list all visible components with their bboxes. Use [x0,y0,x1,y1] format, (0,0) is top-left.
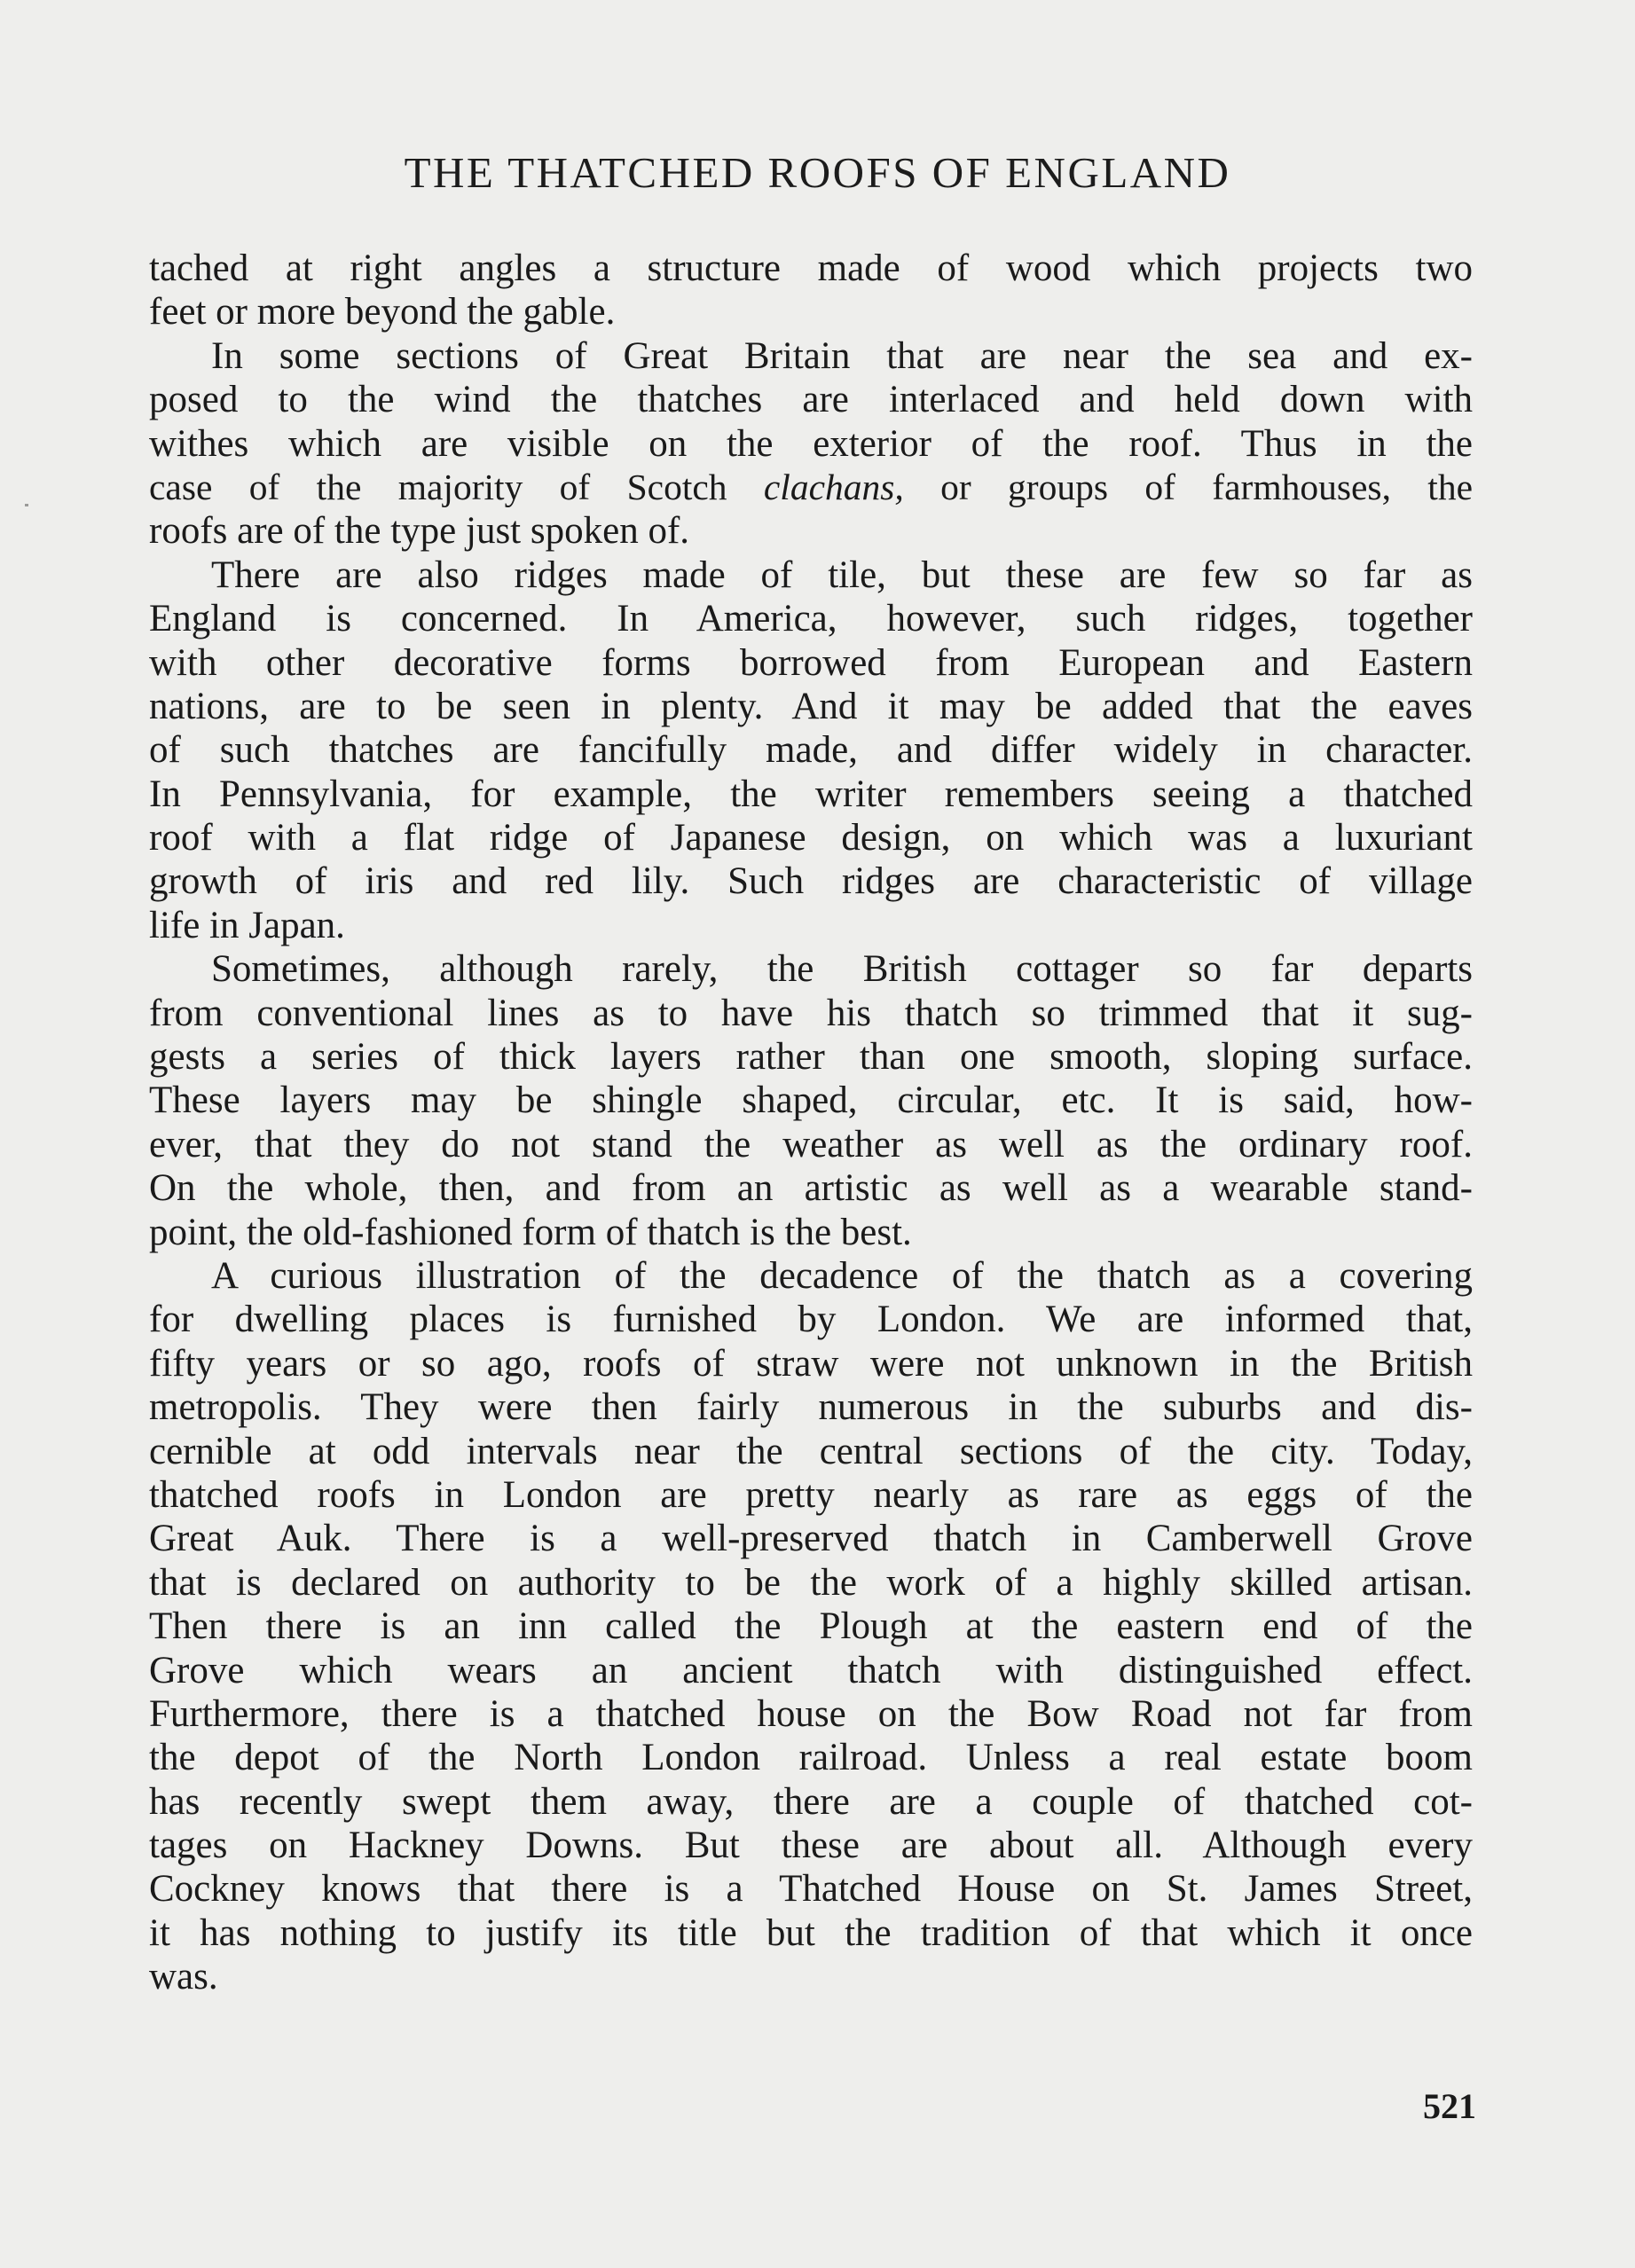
text-line: metropolis. They were then fairly numerous in the suburbs and dis- [149,1386,1473,1429]
text-line: roof with a flat ridge of Japanese design, on which was a luxuriant [149,817,1473,859]
text-line: There are also ridges made of tile, but these are few so far as [211,553,1473,596]
text-line: feet or more beyond the gable. [149,291,616,334]
text-line-end: or groups of farmhouses, the [940,466,1473,507]
text-line: that is declared on authority to be the work of a highly skilled artisan. [149,1561,1473,1604]
text-line: tached at right angles a structure made of wood which projects two [149,247,1473,289]
text-line: of such thatches are fancifully made, and differ widely in character. [149,729,1473,772]
text-line: the depot of the North London railroad. Unless a real estate boom [149,1737,1473,1779]
text-line: for dwelling places is furnished by London. We are informed that, [149,1299,1473,1341]
text-line: was. [149,1956,218,1998]
text-line: point, the old-fashioned form of thatch is the best. [149,1211,912,1253]
text-line: posed to the wind the thatches are interlaced and held down with [149,379,1473,421]
text-line: In Pennsylvania, for example, the writer remembers seeing a thatched [149,773,1473,815]
text-line: Cockney knows that there is a Thatched House on St. James Street, [149,1868,1473,1911]
text-line: thatched roofs in London are pretty nearly as rare as eggs of the [149,1473,1473,1516]
text-line: Great Auk. There is a well-preserved thatch in Camberwell Grove [149,1518,1473,1560]
text-line: it has nothing to justify its title but the tradition of that which it once [149,1911,1473,1954]
text-line: ever, that they do not stand the weather as well as the ordinary roof. [149,1123,1473,1165]
body-text [149,247,1473,1999]
text-line: A curious illustration of the decadence of the thatch as a covering [211,1254,1473,1297]
italic-term: clachans, [763,466,904,507]
text-line: growth of iris and red lily. Such ridges are characteristic of village [149,860,1473,903]
text-line: withes which are visible on the exterior of the roof. Thus in the [149,422,1473,465]
text-line: tages on Hackney Downs. But these are about all. Although every [149,1825,1473,1867]
text-line: life in Japan. [149,904,345,946]
text-line: fifty years or so ago, roofs of straw were not unknown in the British [149,1342,1473,1385]
text-line: roofs are of the type just spoken of. [149,510,690,553]
text-line: In some sections of Great Britain that are near the sea and ex- [211,334,1473,377]
text-line: from conventional lines as to have his thatch so trimmed that it sug- [149,992,1473,1034]
text-line: Sometimes, although rarely, the British cottager so far departs [211,948,1473,991]
text-line: with other decorative forms borrowed from European and Eastern [149,641,1473,684]
text-line: has recently swept them away, there are a couple of thatched cot- [149,1780,1473,1823]
text-line: gests a series of thick layers rather than one smooth, sloping surface. [149,1036,1473,1079]
text-line: Furthermore, there is a thatched house on the Bow Road not far from [149,1692,1473,1735]
text-line: England is concerned. In America, however, such ridges, together [149,598,1473,640]
margin-speck [25,504,28,506]
page-number: 521 [1423,2086,1476,2126]
text-line: cernible at odd intervals near the central sections of the city. Today, [149,1430,1473,1472]
text-line [149,466,1473,509]
text-line-start: case of the majority of Scotch [149,466,727,507]
text-line: Grove which wears an ancient thatch with distinguished effect. [149,1649,1473,1691]
text-line: On the whole, then, and from an artistic as well as a wearable stand- [149,1167,1473,1210]
text-line: These layers may be shingle shaped, circular, etc. It is said, how- [149,1079,1473,1122]
running-title: THE THATCHED ROOFS OF ENGLAND [404,148,1231,197]
text-line: Then there is an inn called the Plough at the eastern end of the [149,1605,1473,1648]
text-line: nations, are to be seen in plenty. And it may be added that the eaves [149,685,1473,727]
